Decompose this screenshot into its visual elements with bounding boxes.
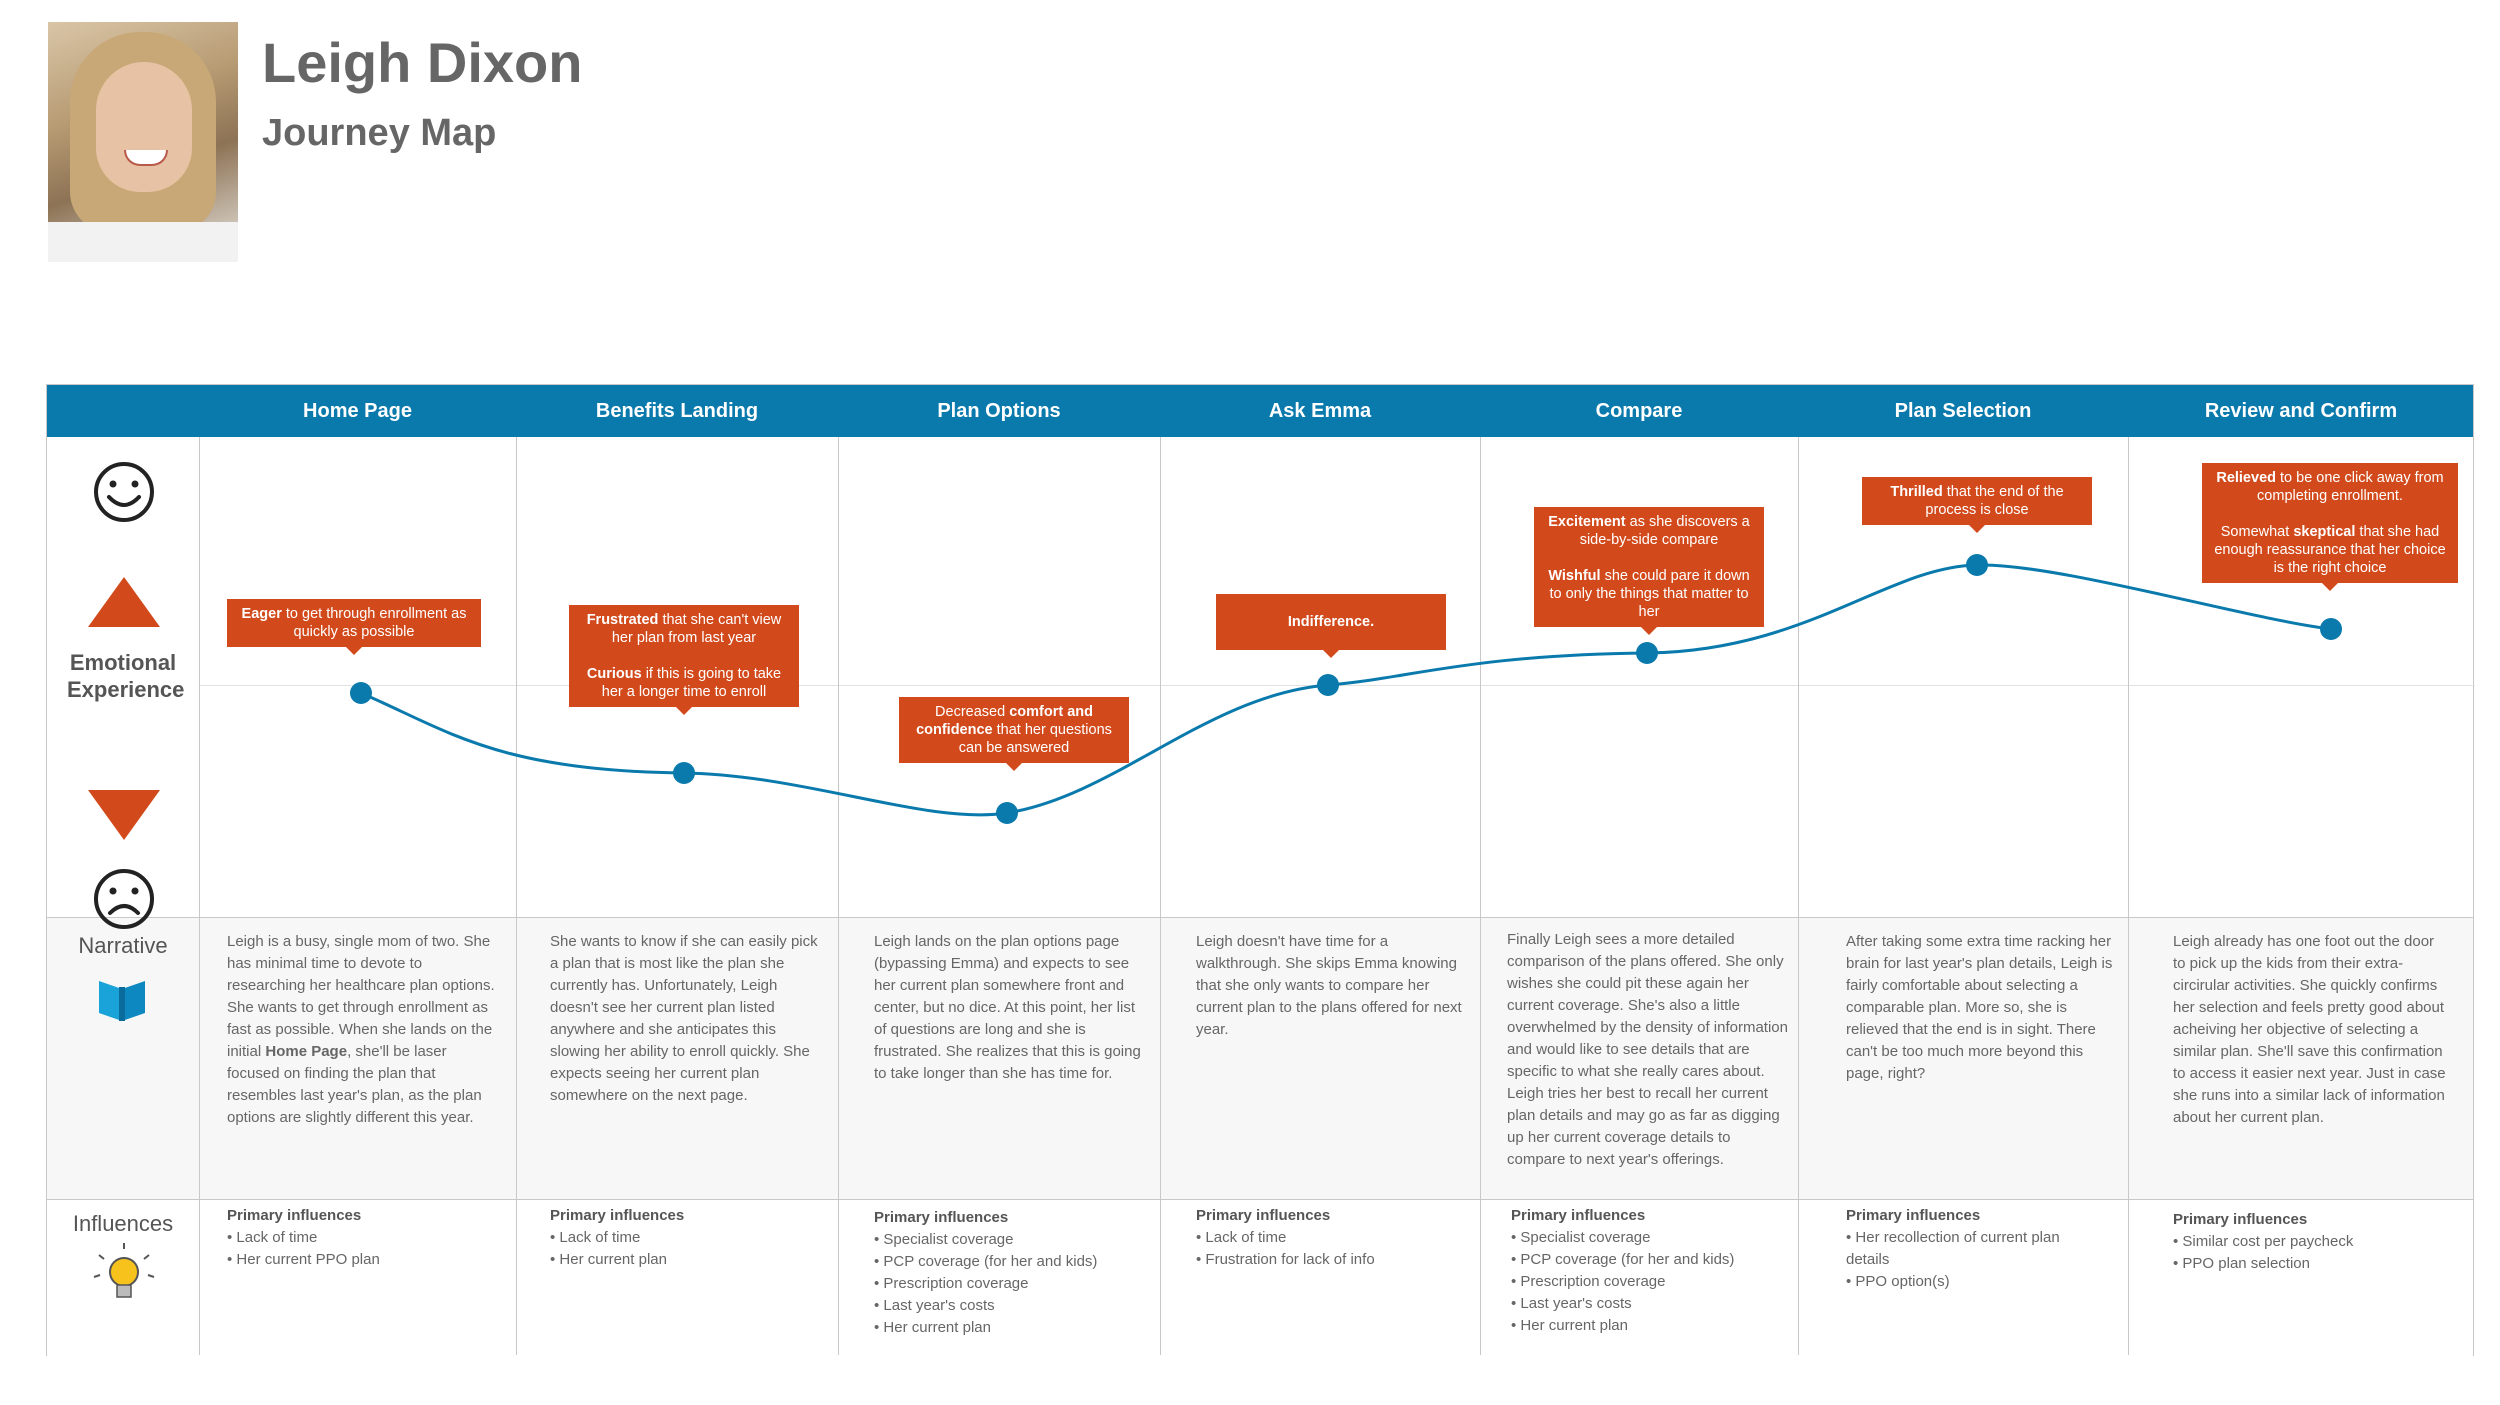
emotion-callout-ask-emma: Indifference.	[1216, 594, 1446, 650]
narrative-plan-selection: After taking some extra time racking her brain for last year's plan details, Leigh is fairly comfortable about selecting a comparable plan. More so, she is relieved that the end is in sight. There can't be too much more beyond this page, right?	[1846, 933, 2113, 1082]
influences-benefits: Primary influences • Lack of time • Her current plan	[550, 1207, 685, 1268]
emotion-point-compare	[1636, 642, 1658, 664]
journey-map	[46, 384, 2474, 1356]
influences-compare: Primary influences • Specialist coverage • PCP coverage (for her and kids) • Prescription coverage • Last year's costs • Her current plan	[1511, 1207, 1735, 1334]
influences-home: Primary influences • Lack of time • Her current PPO plan	[227, 1207, 380, 1268]
row-label-influences: Influences	[72, 1211, 174, 1236]
influences-ask-emma: Primary influences • Lack of time • Frustration for lack of info	[1196, 1207, 1375, 1268]
persona-photo	[48, 22, 238, 262]
influences-review: Primary influences • Similar cost per paycheck • PPO plan selection	[2173, 1211, 2354, 1272]
stage-review-and-confirm: Review and Confirm	[2204, 400, 2398, 422]
narrative-benefits: She wants to know if she can easily pick a plan that is most like the plan she currently has. Unfortunately, Leigh doesn't see her current plan listed anywhere and she anticipates this slowing her ability to enroll quickly. She expects seeing her current plan somewhere on the next page.	[550, 933, 818, 1104]
stage-home-page: Home Page	[303, 400, 412, 422]
stage-compare: Compare	[1595, 400, 1683, 422]
emotion-callout-plan-selection: Thrilled that the end of the process is close	[1862, 477, 2092, 525]
narrative-review: Leigh already has one foot out the door to pick up the kids from their extra-circirular activities. She quickly confirms her selection and feels pretty good about acheiving her objective of selecting a similar plan. She'll save this confirmation to access it easier next year. Just in case she runs into a similar lack of information about her current plan.	[2173, 933, 2446, 1126]
emotion-point-ask-emma	[1317, 674, 1339, 696]
influences-plan-selection: Primary influences • Her recollection of current plan details • PPO option(s)	[1846, 1207, 2060, 1290]
emotion-callout-benefits: Frustrated that she can't view her plan from last year Curious if this is going to take her a longer time to enroll	[569, 605, 799, 707]
stage-plan-selection: Plan Selection	[1894, 400, 2032, 422]
emotion-callout-home: Eager to get through enrollment as quickly as possible	[227, 599, 481, 647]
emotion-point-plan-options	[996, 802, 1018, 824]
stage-plan-options: Plan Options	[937, 400, 1061, 422]
emotion-point-home	[350, 682, 372, 704]
stage-ask-emma: Ask Emma	[1268, 400, 1372, 422]
row-label-emotional: Emotional Experience	[67, 650, 185, 702]
stage-benefits-landing: Benefits Landing	[595, 400, 759, 422]
row-label-narrative: Narrative	[78, 933, 168, 958]
emotion-point-plan-selection	[1966, 554, 1988, 576]
emotion-point-review	[2320, 618, 2342, 640]
emotion-point-benefits	[673, 762, 695, 784]
page-subtitle: Journey Map	[262, 112, 497, 154]
narrative-home: Leigh is a busy, single mom of two. She has minimal time to devote to researching her healthcare plan options. She wants to get through enrollment as fast as possible. When she lands on the initial Home Page, she'll be laser focused on finding the plan that resembles last year's plan, as the plan options are slightly different this year.	[227, 933, 495, 1126]
influences-plan-options: Primary influences • Specialist coverage • PCP coverage (for her and kids) • Prescription coverage • Last year's costs • Her current plan	[874, 1209, 1098, 1336]
emotion-callout-compare: Excitement as she discovers a side-by-side compare Wishful she could pare it down to only the things that matter to her	[1534, 507, 1764, 627]
narrative-ask-emma: Leigh doesn't have time for a walkthrough. She skips Emma knowing that she only wants to compare her current plan to the plans offered for next year.	[1196, 933, 1462, 1038]
narrative-compare: Finally Leigh sees a more detailed comparison of the plans offered. She only wishes she could pit these again her current coverage. She's also a little overwhelmed by the density of information and would like to see details that are specific to what she really cares about. Leigh tries her best to recall her current plan details and may go as far as digging up her current coverage details to compare to next year's offerings.	[1507, 931, 1788, 1168]
persona-name: Leigh Dixon	[262, 31, 583, 94]
emotion-callout-review: Relieved to be one click away from completing enrollment. Somewhat skeptical that she had enough reassurance that her choice is the right choice	[2202, 463, 2458, 583]
emotion-callout-plan-options: Decreased comfort and confidence that her questions can be answered	[899, 697, 1129, 763]
narrative-plan-options: Leigh lands on the plan options page (bypassing Emma) and expects to see her current plan somewhere front and center, but no dice. At this point, her list of questions are long and she is frustrated. She realizes that this is going to take longer than she has time for.	[874, 933, 1141, 1082]
